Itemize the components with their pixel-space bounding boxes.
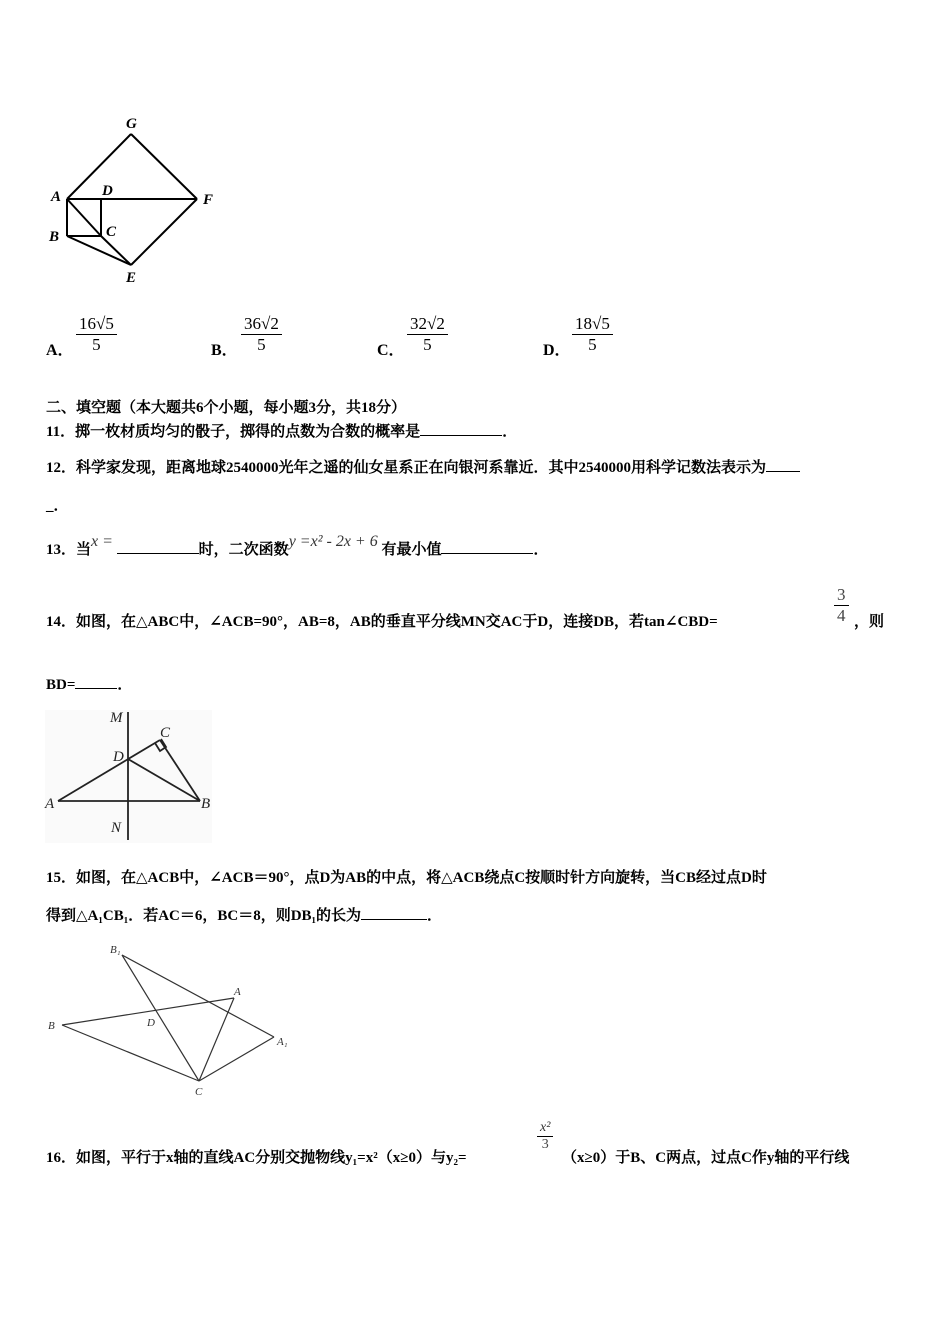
question-text: 13．当: [46, 542, 92, 558]
punct: ．: [427, 908, 443, 924]
option-fraction: [407, 314, 448, 355]
label-n: N: [111, 820, 122, 836]
question-12: [46, 456, 800, 477]
denominator: 3: [541, 1137, 549, 1152]
question-16: 16．如图，平行于x轴的直线AC分别交抛物线y₁=x²（x≥0）与y₂=: [46, 1150, 467, 1166]
option-fraction: [241, 314, 282, 355]
numerator: 18√5: [572, 314, 613, 335]
question-text: 11．掷一枚材质均匀的骰子，掷得的点数为合数的概率是: [46, 424, 421, 440]
question-13: [46, 533, 549, 559]
fraction-x2-3: [537, 1120, 553, 1153]
question-text: 12．科学家发现，距离地球2540000光年之遥的仙女星系正在向银河系靠近．其中2540000用科学记数法表示为: [46, 460, 767, 476]
label-a: A: [234, 986, 241, 998]
label-a: A: [51, 189, 62, 205]
label-e: E: [126, 270, 137, 286]
section-title: 二、填空题（本大题共6个小题，每小题3分，共18分）: [46, 400, 407, 416]
question-15-line2: [46, 904, 442, 925]
answer-blank[interactable]: [420, 422, 502, 436]
label-d: D: [147, 1017, 155, 1029]
question-15: 15．如图，在△ACB中，∠ACB＝90°，点D为AB的中点，将△ACB绕点C按顺时针方向旋转，当CB经过点D时: [46, 870, 767, 886]
answer-blank-min[interactable]: [441, 540, 533, 554]
option-letter: A．: [46, 342, 74, 359]
numerator: 16√5: [76, 314, 117, 335]
label-f: F: [203, 192, 214, 208]
option-letter: C．: [377, 342, 405, 359]
numerator: 36√2: [241, 314, 282, 335]
label-d: D: [113, 749, 124, 765]
answer-blank[interactable]: [766, 458, 800, 472]
question-14: [46, 610, 718, 631]
question-text: BD=: [46, 677, 76, 693]
option-letter: B．: [211, 342, 238, 359]
label-c: C: [106, 224, 117, 240]
option-fraction: [572, 314, 613, 355]
denominator: 4: [837, 606, 846, 625]
question-14-line2: [46, 673, 132, 694]
denominator: 5: [588, 335, 597, 354]
option-fraction: [76, 314, 117, 355]
fraction-3-4: [834, 585, 849, 626]
numerator: 32√2: [407, 314, 448, 335]
math-variable: x =: [91, 533, 113, 550]
label-c: C: [195, 1086, 203, 1098]
math-formula: y =x² - 2x + 6: [288, 533, 378, 550]
option-letter: D．: [543, 342, 571, 359]
denominator: 5: [257, 335, 266, 354]
label-b: B: [48, 1020, 55, 1032]
numerator: x²: [537, 1120, 553, 1137]
label-g: G: [126, 116, 137, 132]
question-11: [46, 420, 517, 441]
answer-blank[interactable]: [75, 675, 117, 689]
label-b: B: [201, 796, 211, 812]
numerator: 3: [834, 585, 849, 606]
label-c: C: [160, 725, 171, 741]
question-text: 时，二次函数: [198, 542, 289, 558]
question-text: ，则: [854, 614, 885, 630]
answer-blank[interactable]: [361, 906, 427, 920]
punct: ．: [533, 542, 549, 558]
question-16-cont: （x≥0）于B、C两点，过点C作y轴的平行线: [562, 1150, 850, 1166]
label-a1: A₁: [277, 1036, 288, 1048]
label-a: A: [45, 796, 55, 812]
question-text: 得到△A₁CB₁．若AC＝6，BC＝8，则DB₁的长为: [46, 908, 362, 924]
punct: ．: [117, 677, 133, 693]
question-text: 14．如图，在△ABC中，∠ACB=90°，AB=8，AB的垂直平分线MN交AC于D，连接DB，若tan∠CBD=: [46, 614, 718, 630]
label-m: M: [110, 710, 123, 726]
question-12-continuation: _．: [46, 498, 69, 514]
denominator: 5: [423, 335, 432, 354]
label-b1: B₁: [110, 944, 121, 956]
punct: ．: [502, 424, 518, 440]
denominator: 5: [92, 335, 101, 354]
label-b: B: [49, 229, 60, 245]
question-text: 有最小值: [381, 542, 442, 558]
answer-blank-x[interactable]: [117, 540, 199, 554]
label-d: D: [102, 183, 113, 199]
